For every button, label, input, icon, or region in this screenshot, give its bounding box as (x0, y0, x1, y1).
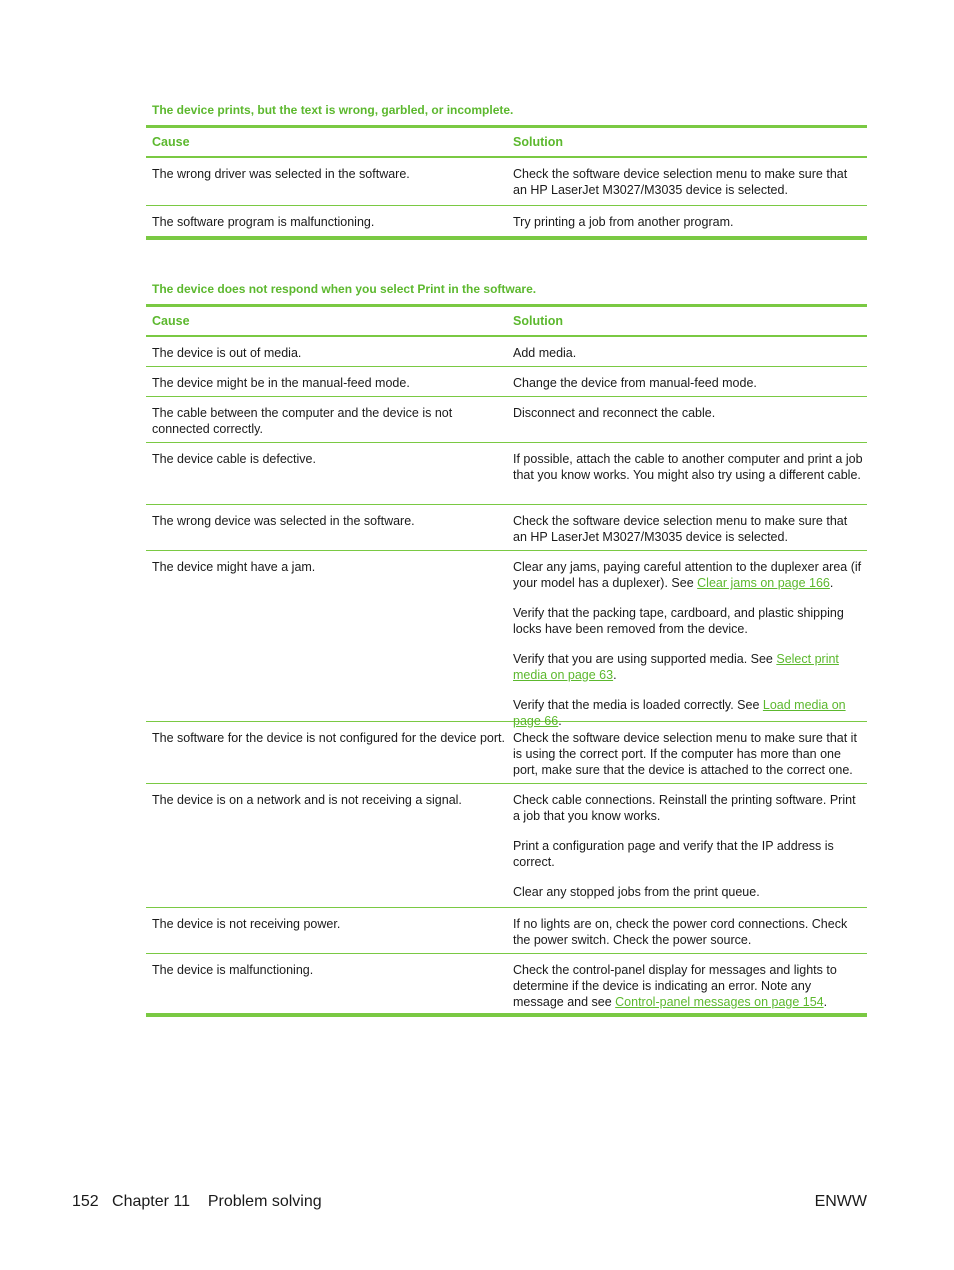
solution-text: Verify that you are using supported media. See (513, 652, 777, 666)
table-header (146, 125, 867, 158)
table-row (146, 908, 867, 954)
cause-cell: The device cable is defective. (152, 452, 316, 466)
solution-cell: If possible, attach the cable to another computer and print a job that you know works. You might also try using a different cable. (513, 452, 863, 482)
cause-cell: The software program is malfunctioning. (152, 215, 375, 229)
table-caption: The device prints, but the text is wrong, garbled, or incomplete. (152, 103, 514, 117)
header-solution: Solution (513, 314, 563, 328)
table-row (146, 954, 867, 1017)
link-clear-jams[interactable]: Clear jams on page 166 (697, 576, 830, 590)
solution-cell (507, 551, 867, 728)
link-select-print-media[interactable]: Select print media on page 63 (513, 652, 839, 682)
header-cause: Cause (152, 135, 190, 149)
solution-paragraph (513, 651, 863, 683)
table-row (146, 784, 867, 908)
table-row (146, 722, 867, 784)
solution-cell: Change the device from manual-feed mode. (513, 376, 757, 390)
solution-paragraph: Clear any stopped jobs from the print queue. (513, 885, 760, 899)
table-header (146, 304, 867, 337)
cause-cell: The wrong device was selected in the software. (152, 514, 415, 528)
cause-cell: The device is not receiving power. (152, 917, 341, 931)
page-number: 152 (72, 1193, 99, 1210)
link-load-media[interactable]: Load media on page 66 (513, 698, 846, 728)
header-solution: Solution (513, 135, 563, 149)
solution-cell: Try printing a job from another program. (513, 215, 734, 229)
table-row (146, 337, 867, 367)
page-footer-left (72, 1193, 322, 1211)
table-row (146, 551, 867, 728)
cause-cell: The device might be in the manual-feed mode. (152, 376, 410, 390)
cause-cell: The wrong driver was selected in the software. (152, 167, 410, 181)
solution-cell (507, 784, 867, 907)
cause-cell: The software for the device is not configured for the device port. (152, 731, 505, 745)
link-control-panel-messages[interactable]: Control-panel messages on page 154 (615, 995, 824, 1009)
solution-text: . (558, 714, 562, 728)
solution-text: . (823, 995, 828, 1009)
solution-text: Verify that the media is loaded correctly. See (513, 698, 763, 712)
solution-cell: Add media. (513, 346, 577, 360)
solution-text: Check the control-panel display for messages and lights to determine if the device is indicating an error. Note any message and see (513, 963, 837, 1009)
solution-paragraph (513, 962, 863, 1010)
header-cause: Cause (152, 314, 190, 328)
section-label: Problem solving (207, 1193, 322, 1210)
solution-cell: Check the software device selection menu to make sure that an HP LaserJet M3027/M3035 device is selected. (513, 167, 848, 197)
solution-paragraph: Print a configuration page and verify that the IP address is correct. (513, 839, 834, 869)
solution-cell (507, 954, 867, 1013)
table-row (146, 367, 867, 397)
chapter-label: Chapter 11 (112, 1193, 191, 1210)
cause-cell: The cable between the computer and the device is not connected correctly. (152, 406, 453, 436)
table-row (146, 397, 867, 443)
solution-paragraph: Verify that the packing tape, cardboard, and plastic shipping locks have been removed from the device. (513, 606, 844, 636)
table-row (146, 443, 867, 505)
table-row (146, 505, 867, 551)
table-caption: The device does not respond when you select Print in the software. (152, 282, 537, 296)
table-row (146, 158, 867, 206)
solution-paragraph (513, 559, 863, 591)
troubleshooting-table-garbled-text (146, 125, 867, 240)
solution-cell: Disconnect and reconnect the cable. (513, 406, 716, 420)
solution-paragraph: Check cable connections. Reinstall the printing software. Print a job that you know works. (513, 793, 856, 823)
troubleshooting-table-no-response (146, 304, 867, 1017)
solution-cell: Check the software device selection menu to make sure that it is using the correct port. If the computer has more than one port, make sure that the device is attached to the correct one. (513, 731, 857, 777)
solution-cell: Check the software device selection menu to make sure that an HP LaserJet M3027/M3035 device is selected. (513, 514, 848, 544)
cause-cell: The device is on a network and is not receiving a signal. (152, 793, 462, 807)
table-row (146, 206, 867, 240)
page-footer-right: ENWW (814, 1193, 867, 1210)
solution-cell: If no lights are on, check the power cord connections. Check the power switch. Check the power source. (513, 917, 848, 947)
cause-cell: The device is out of media. (152, 346, 302, 360)
cause-cell: The device is malfunctioning. (152, 963, 314, 977)
solution-text: Clear any jams, paying careful attention to the duplexer area (if your model has a duplexer). See (513, 560, 862, 590)
cause-cell: The device might have a jam. (152, 560, 316, 574)
solution-text: . (613, 668, 617, 682)
solution-text: . (829, 576, 834, 590)
